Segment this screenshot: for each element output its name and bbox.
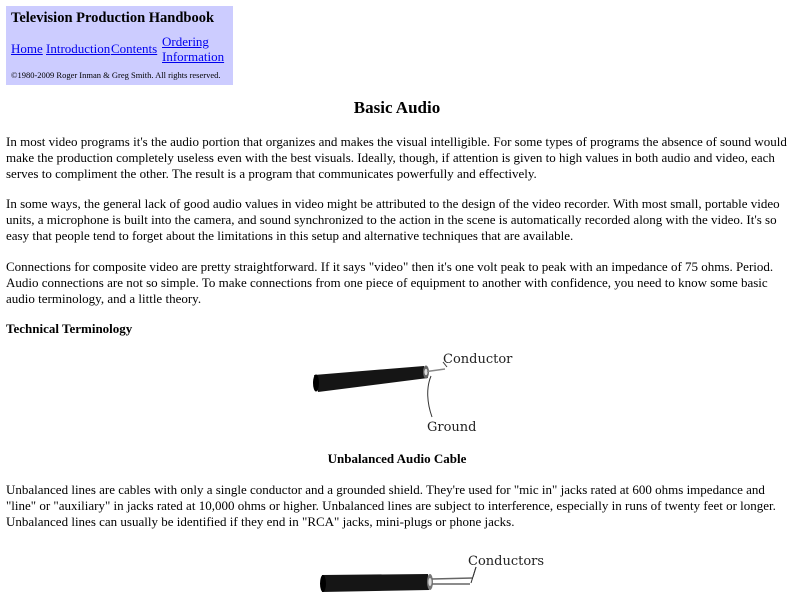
nav-link-home[interactable]: Home <box>11 41 43 56</box>
label-conductor: Conductor <box>443 352 513 367</box>
nav-link-ordering-line1: Ordering <box>162 34 209 49</box>
section-heading-technical-terminology: Technical Terminology <box>6 321 133 336</box>
site-title: Television Production Handbook <box>11 10 215 26</box>
paragraph-unbalanced-lines: Unbalanced lines are cables with only a single conductor and a grounded shield. They're used for "mic in" jacks rated at 600 ohms impedance and "line" or "auxiliary" in jacks rated at 10,000 ohms or higher. Unbalanced lines are subject to interference, especially in runs of twenty feet or longer. Unbalanced lines can usually be identified if they end in "RCA" jacks, mini-plugs or phone jacks. <box>6 482 776 529</box>
label-ground: Ground <box>427 420 477 435</box>
page-title: Basic Audio <box>353 98 441 117</box>
nav-link-ordering-line2: Information <box>162 49 225 64</box>
paragraph-connections: Connections for composite video are pretty straightforward. If it says "video" then it's one volt peak to peak with an impedance of 75 ohms. Period. Audio connections are not so simple. To make connections from one piece of equipment to another with confidence, you need to know some basic audio terminology, and a little theory. <box>6 259 774 306</box>
label-conductors: Conductors <box>468 554 545 569</box>
balanced-cable-illustration <box>320 567 476 592</box>
nav-link-introduction[interactable]: Introduction <box>46 41 111 56</box>
unbalanced-cable-figure <box>300 345 520 437</box>
paragraph-recorder-design: In some ways, the general lack of good audio values in video might be attributed to the design of the video recorder. With most small, portable video units, a microphone is built into the camera, and sound synchronized to the action in the scene is automatically recorded along with the video. It's so easy that people tend to forget about the limitations in this setup and alternative techniques that are available. <box>6 196 780 243</box>
paragraph-intro: In most video programs it's the audio portion that organizes and makes the visual intelligible. For some types of programs the absence of sound would make the production completely useless even with the best visuals. Ideally, though, if attention is given to high values in both audio and video, each serves to compliment the other. The result is a program that communicates powerfully and effectively. <box>6 134 787 181</box>
unbalanced-cable-illustration <box>313 362 447 392</box>
nav-link-ordering-information[interactable] <box>162 34 224 64</box>
copyright-notice: ©1980-2009 Roger Inman & Greg Smith. All rights reserved. <box>11 70 221 80</box>
ground-pointer <box>428 376 432 417</box>
balanced-cable-figure <box>310 548 550 600</box>
nav-link-contents[interactable]: Contents <box>111 41 158 56</box>
figure-caption-unbalanced-cable: Unbalanced Audio Cable <box>327 451 467 466</box>
site-header <box>6 6 233 85</box>
